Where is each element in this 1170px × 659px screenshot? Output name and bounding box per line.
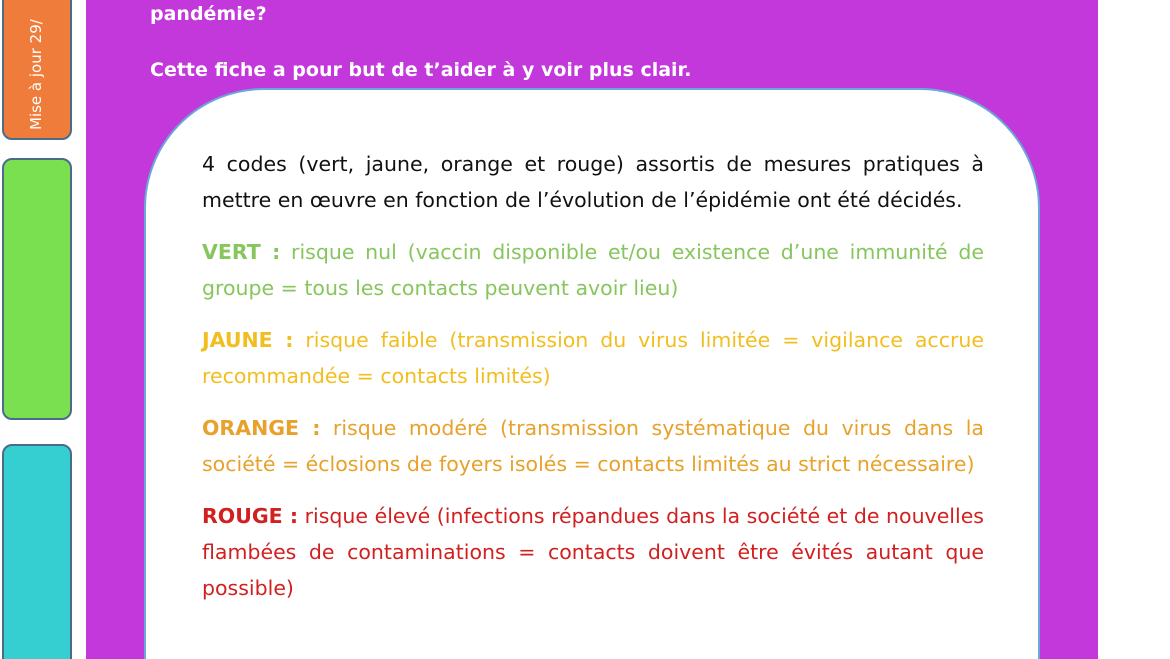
level-yellow [202, 322, 984, 394]
side-tab-orange [2, 0, 72, 140]
card-content [202, 146, 984, 622]
level-orange [202, 410, 984, 482]
update-date-label: Mise à jour 29/ [27, 19, 45, 130]
codes-intro-text: 4 codes (vert, jaune, orange et rouge) assortis de mesures pratiques à mettre en œuvre en fonction de l’évolution de l’épidémie ont été décidés. [202, 152, 984, 212]
side-tab-green [2, 158, 72, 420]
level-red-name: ROUGE : [202, 504, 299, 528]
side-tab-cyan [2, 444, 72, 659]
level-red [202, 498, 984, 606]
level-orange-name: ORANGE : [202, 416, 321, 440]
info-card [144, 88, 1040, 659]
level-yellow-description: risque faible (transmission du virus limitée = vigilance accrue recommandée = contacts limités) [202, 328, 984, 388]
level-green-name: VERT : [202, 240, 281, 264]
intro-question: pandémie? [150, 3, 267, 25]
level-green [202, 234, 984, 306]
level-red-description: risque élevé (infections répandues dans la société et de nouvelles flambées de contaminations = contacts doivent être évités autant que possible) [202, 504, 984, 600]
level-yellow-name: JAUNE : [202, 328, 294, 352]
purple-panel [86, 0, 1098, 659]
level-green-description: risque nul (vaccin disponible et/ou existence d’une immunité de groupe = tous les contacts peuvent avoir lieu) [202, 240, 984, 300]
intro-purpose: Cette fiche a pour but de t’aider à y voir plus clair. [150, 59, 692, 81]
level-orange-description: risque modéré (transmission systématique du virus dans la société = éclosions de foyers isolés = contacts limités au strict nécessaire) [202, 416, 984, 476]
